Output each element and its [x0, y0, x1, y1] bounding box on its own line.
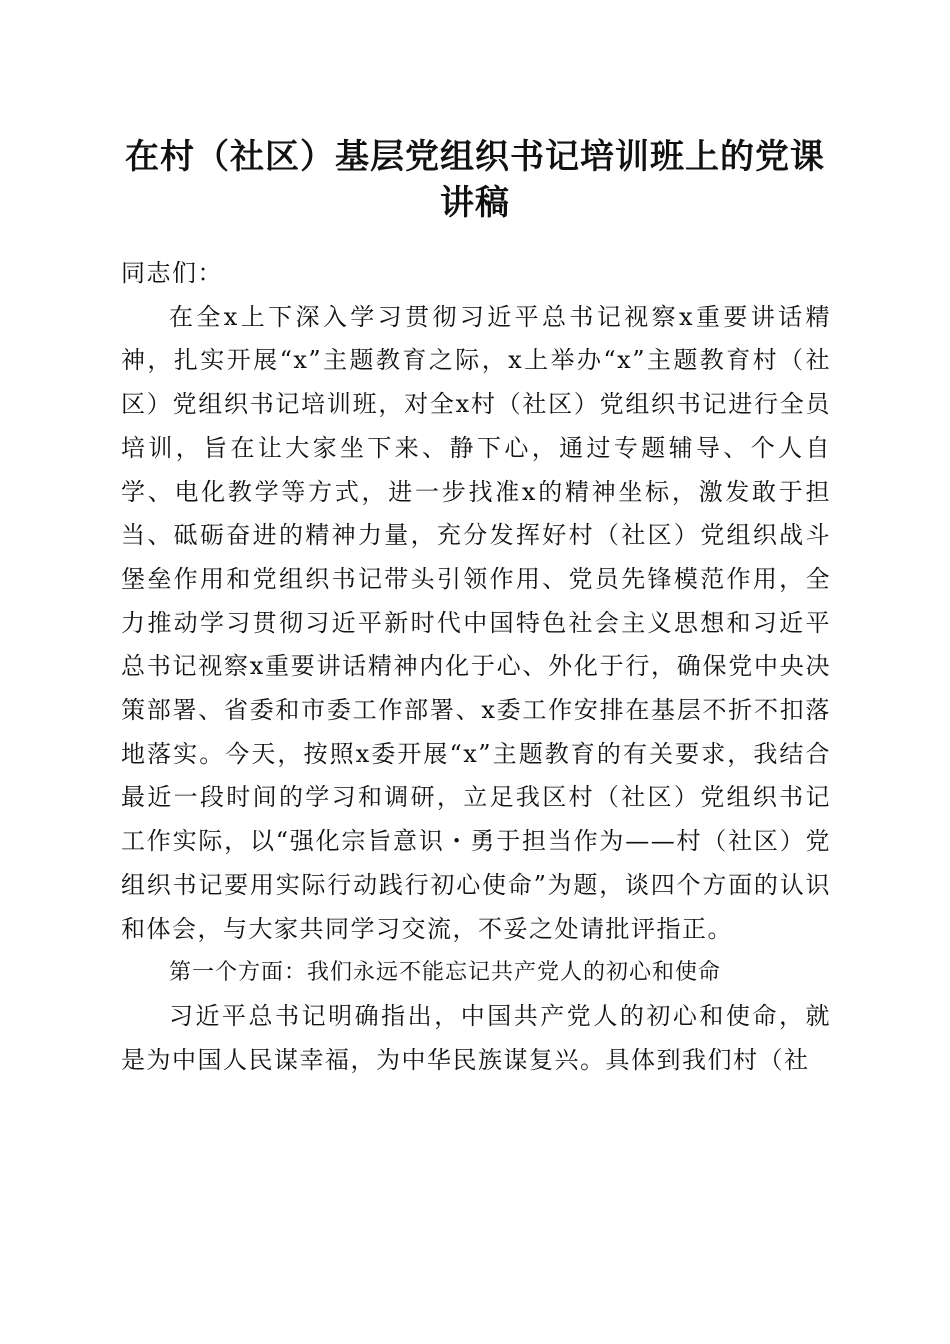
intro-paragraph: 在全x上下深入学习贯彻习近平总书记视察x重要讲话精神，扎实开展“x”主题教育之际，x上举办“x”主题教育村（社区）党组织书记培训班，对全x村（社区）党组织书记进行全员培训，旨在让大家坐下来、静下心，通过专题辅导、个人自学、电化教学等方式，进一步找准x的精神坐标，激发敢于担当、砥砺奋进的精神力量，充分发挥好村（社区）党组织战斗堡垒作用和党组织书记带头引领作用、党员先锋模范作用，全力推动学习贯彻习近平新时代中国特色社会主义思想和习近平总书记视察x重要讲话精神内化于心、外化于行，确保党中央决策部署、省委和市委工作部署、x委工作安排在基层不折不扣落地落实。今天，按照x委开展“x”主题教育的有关要求，我结合最近一段时间的学习和调研，立足我区村（社区）党组织书记工作实际，以“强化宗旨意识・勇于担当作为——村（社区）党组织书记要用实际行动践行初心使命”为题，谈四个方面的认识和体会，与大家共同学习交流，不妥之处请批评指正。	[121, 302, 831, 943]
section-1-paragraph: 习近平总书记明确指出，中国共产党人的初心和使命，就是为中国人民谋幸福，为中华民族谋复兴。具体到我们村（社	[121, 1001, 831, 1074]
title-line-2: 讲稿	[440, 183, 510, 223]
title-line-1: 在村（社区）基层党组织书记培训班上的党课	[125, 137, 825, 177]
salutation: 同志们：	[121, 259, 223, 287]
section-1-heading: 第一个方面：我们永远不能忘记共产党人的初心和使命	[169, 960, 722, 986]
document-title	[100, 134, 850, 226]
document-body	[121, 252, 831, 1082]
